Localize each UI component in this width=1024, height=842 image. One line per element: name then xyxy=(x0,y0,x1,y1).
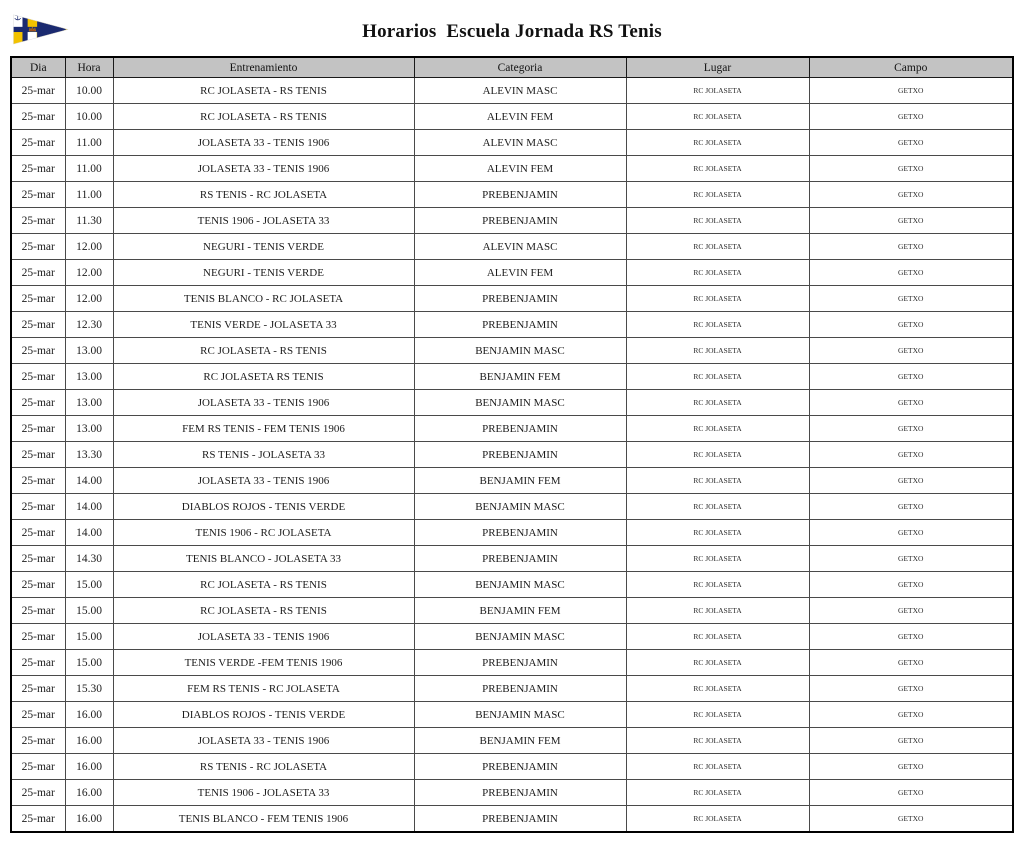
cell-hora: 13.00 xyxy=(65,338,113,364)
table-row xyxy=(11,78,1013,104)
table-row xyxy=(11,572,1013,598)
document-header xyxy=(0,0,1024,56)
cell-dia: 25-mar xyxy=(11,442,65,468)
cell-campo: GETXO xyxy=(809,286,1013,312)
cell-hora: 16.00 xyxy=(65,754,113,780)
cell-hora: 11.30 xyxy=(65,208,113,234)
cell-lugar: RC JOLASETA xyxy=(626,416,809,442)
cell-dia: 25-mar xyxy=(11,728,65,754)
table-row xyxy=(11,702,1013,728)
table-row xyxy=(11,598,1013,624)
cell-lugar: RC JOLASETA xyxy=(626,754,809,780)
cell-entrenamiento: FEM RS TENIS - RC JOLASETA xyxy=(113,676,414,702)
cell-categoria: BENJAMIN FEM xyxy=(414,364,626,390)
column-header-categoria: Categoria xyxy=(414,57,626,78)
cell-entrenamiento: TENIS VERDE - JOLASETA 33 xyxy=(113,312,414,338)
cell-hora: 12.00 xyxy=(65,260,113,286)
cell-campo: GETXO xyxy=(809,780,1013,806)
schedule-table xyxy=(10,56,1014,833)
cell-dia: 25-mar xyxy=(11,676,65,702)
cell-hora: 13.00 xyxy=(65,364,113,390)
cell-campo: GETXO xyxy=(809,104,1013,130)
cell-categoria: PREBENJAMIN xyxy=(414,442,626,468)
table-row xyxy=(11,546,1013,572)
cell-lugar: RC JOLASETA xyxy=(626,572,809,598)
cell-categoria: PREBENJAMIN xyxy=(414,312,626,338)
cell-lugar: RC JOLASETA xyxy=(626,546,809,572)
table-row xyxy=(11,650,1013,676)
cell-entrenamiento: TENIS 1906 - JOLASETA 33 xyxy=(113,780,414,806)
table-row xyxy=(11,182,1013,208)
cell-lugar: RC JOLASETA xyxy=(626,676,809,702)
cell-campo: GETXO xyxy=(809,676,1013,702)
cell-campo: GETXO xyxy=(809,728,1013,754)
cell-dia: 25-mar xyxy=(11,182,65,208)
cell-entrenamiento: JOLASETA 33 - TENIS 1906 xyxy=(113,130,414,156)
cell-campo: GETXO xyxy=(809,468,1013,494)
cell-dia: 25-mar xyxy=(11,598,65,624)
cell-entrenamiento: RC JOLASETA RS TENIS xyxy=(113,364,414,390)
cell-categoria: BENJAMIN MASC xyxy=(414,390,626,416)
cell-dia: 25-mar xyxy=(11,104,65,130)
column-header-entrenamiento: Entrenamiento xyxy=(113,57,414,78)
cell-dia: 25-mar xyxy=(11,234,65,260)
cell-entrenamiento: JOLASETA 33 - TENIS 1906 xyxy=(113,624,414,650)
table-row xyxy=(11,338,1013,364)
cell-categoria: PREBENJAMIN xyxy=(414,208,626,234)
cell-lugar: RC JOLASETA xyxy=(626,130,809,156)
schedule-body xyxy=(11,78,1013,833)
cell-campo: GETXO xyxy=(809,624,1013,650)
cell-lugar: RC JOLASETA xyxy=(626,442,809,468)
cell-entrenamiento: RC JOLASETA - RS TENIS xyxy=(113,78,414,104)
cell-categoria: BENJAMIN MASC xyxy=(414,494,626,520)
cell-dia: 25-mar xyxy=(11,702,65,728)
table-row xyxy=(11,676,1013,702)
table-row xyxy=(11,416,1013,442)
cell-entrenamiento: RS TENIS - JOLASETA 33 xyxy=(113,442,414,468)
cell-entrenamiento: TENIS BLANCO - RC JOLASETA xyxy=(113,286,414,312)
cell-campo: GETXO xyxy=(809,572,1013,598)
cell-categoria: PREBENJAMIN xyxy=(414,520,626,546)
cell-lugar: RC JOLASETA xyxy=(626,468,809,494)
cell-hora: 12.00 xyxy=(65,234,113,260)
cell-campo: GETXO xyxy=(809,234,1013,260)
table-row xyxy=(11,494,1013,520)
cell-categoria: ALEVIN MASC xyxy=(414,78,626,104)
cell-entrenamiento: JOLASETA 33 - TENIS 1906 xyxy=(113,468,414,494)
cell-hora: 13.00 xyxy=(65,416,113,442)
cell-hora: 16.00 xyxy=(65,728,113,754)
cell-campo: GETXO xyxy=(809,702,1013,728)
cell-lugar: RC JOLASETA xyxy=(626,260,809,286)
cell-dia: 25-mar xyxy=(11,130,65,156)
cell-lugar: RC JOLASETA xyxy=(626,650,809,676)
cell-categoria: ALEVIN FEM xyxy=(414,104,626,130)
column-header-campo: Campo xyxy=(809,57,1013,78)
table-row xyxy=(11,312,1013,338)
cell-campo: GETXO xyxy=(809,208,1013,234)
cell-campo: GETXO xyxy=(809,364,1013,390)
cell-lugar: RC JOLASETA xyxy=(626,702,809,728)
cell-dia: 25-mar xyxy=(11,468,65,494)
cell-campo: GETXO xyxy=(809,130,1013,156)
cell-dia: 25-mar xyxy=(11,338,65,364)
cell-categoria: BENJAMIN MASC xyxy=(414,572,626,598)
cell-hora: 16.00 xyxy=(65,806,113,833)
cell-entrenamiento: JOLASETA 33 - TENIS 1906 xyxy=(113,156,414,182)
cell-dia: 25-mar xyxy=(11,390,65,416)
cell-dia: 25-mar xyxy=(11,156,65,182)
cell-lugar: RC JOLASETA xyxy=(626,728,809,754)
column-header-lugar: Lugar xyxy=(626,57,809,78)
cell-categoria: PREBENJAMIN xyxy=(414,676,626,702)
cell-entrenamiento: NEGURI - TENIS VERDE xyxy=(113,260,414,286)
cell-lugar: RC JOLASETA xyxy=(626,182,809,208)
cell-lugar: RC JOLASETA xyxy=(626,104,809,130)
table-row xyxy=(11,442,1013,468)
cell-categoria: PREBENJAMIN xyxy=(414,754,626,780)
cell-entrenamiento: TENIS VERDE -FEM TENIS 1906 xyxy=(113,650,414,676)
table-row xyxy=(11,624,1013,650)
cell-categoria: BENJAMIN FEM xyxy=(414,728,626,754)
cell-lugar: RC JOLASETA xyxy=(626,364,809,390)
cell-hora: 11.00 xyxy=(65,130,113,156)
cell-lugar: RC JOLASETA xyxy=(626,520,809,546)
cell-hora: 10.00 xyxy=(65,104,113,130)
cell-dia: 25-mar xyxy=(11,546,65,572)
cell-hora: 14.00 xyxy=(65,520,113,546)
cell-categoria: BENJAMIN MASC xyxy=(414,702,626,728)
cell-entrenamiento: TENIS 1906 - RC JOLASETA xyxy=(113,520,414,546)
cell-campo: GETXO xyxy=(809,416,1013,442)
table-row xyxy=(11,728,1013,754)
table-row xyxy=(11,780,1013,806)
cell-lugar: RC JOLASETA xyxy=(626,624,809,650)
cell-hora: 15.00 xyxy=(65,572,113,598)
club-pennant-icon xyxy=(13,8,69,50)
table-row xyxy=(11,468,1013,494)
cell-hora: 11.00 xyxy=(65,182,113,208)
cell-entrenamiento: NEGURI - TENIS VERDE xyxy=(113,234,414,260)
cell-lugar: RC JOLASETA xyxy=(626,390,809,416)
cell-dia: 25-mar xyxy=(11,260,65,286)
cell-campo: GETXO xyxy=(809,338,1013,364)
cell-lugar: RC JOLASETA xyxy=(626,78,809,104)
cell-campo: GETXO xyxy=(809,754,1013,780)
table-row xyxy=(11,754,1013,780)
cell-campo: GETXO xyxy=(809,182,1013,208)
cell-dia: 25-mar xyxy=(11,572,65,598)
cell-categoria: ALEVIN FEM xyxy=(414,260,626,286)
cell-campo: GETXO xyxy=(809,260,1013,286)
page-title: Horarios Escuela Jornada RS Tenis xyxy=(362,21,662,42)
cell-entrenamiento: TENIS BLANCO - FEM TENIS 1906 xyxy=(113,806,414,833)
cell-categoria: PREBENJAMIN xyxy=(414,416,626,442)
cell-hora: 16.00 xyxy=(65,702,113,728)
cell-categoria: BENJAMIN MASC xyxy=(414,624,626,650)
cell-campo: GETXO xyxy=(809,78,1013,104)
cell-categoria: PREBENJAMIN xyxy=(414,806,626,833)
cell-lugar: RC JOLASETA xyxy=(626,286,809,312)
cell-dia: 25-mar xyxy=(11,754,65,780)
cell-lugar: RC JOLASETA xyxy=(626,208,809,234)
cell-campo: GETXO xyxy=(809,598,1013,624)
cell-categoria: PREBENJAMIN xyxy=(414,182,626,208)
table-row xyxy=(11,130,1013,156)
cell-campo: GETXO xyxy=(809,806,1013,833)
cell-entrenamiento: RS TENIS - RC JOLASETA xyxy=(113,182,414,208)
cell-hora: 11.00 xyxy=(65,156,113,182)
cell-dia: 25-mar xyxy=(11,364,65,390)
cell-categoria: PREBENJAMIN xyxy=(414,780,626,806)
cell-dia: 25-mar xyxy=(11,806,65,833)
cell-dia: 25-mar xyxy=(11,650,65,676)
cell-dia: 25-mar xyxy=(11,494,65,520)
cell-entrenamiento: RC JOLASETA - RS TENIS xyxy=(113,104,414,130)
cell-lugar: RC JOLASETA xyxy=(626,338,809,364)
cell-lugar: RC JOLASETA xyxy=(626,780,809,806)
cell-categoria: ALEVIN FEM xyxy=(414,156,626,182)
cell-hora: 14.00 xyxy=(65,468,113,494)
cell-hora: 12.30 xyxy=(65,312,113,338)
column-header-dia: Dia xyxy=(11,57,65,78)
table-row xyxy=(11,286,1013,312)
table-row xyxy=(11,104,1013,130)
cell-dia: 25-mar xyxy=(11,286,65,312)
cell-campo: GETXO xyxy=(809,156,1013,182)
cell-dia: 25-mar xyxy=(11,520,65,546)
cell-categoria: BENJAMIN MASC xyxy=(414,338,626,364)
cell-campo: GETXO xyxy=(809,546,1013,572)
cell-categoria: PREBENJAMIN xyxy=(414,650,626,676)
table-row xyxy=(11,208,1013,234)
column-header-hora: Hora xyxy=(65,57,113,78)
table-row xyxy=(11,390,1013,416)
cell-lugar: RC JOLASETA xyxy=(626,234,809,260)
cell-campo: GETXO xyxy=(809,494,1013,520)
cell-categoria: PREBENJAMIN xyxy=(414,286,626,312)
cell-hora: 14.30 xyxy=(65,546,113,572)
cell-lugar: RC JOLASETA xyxy=(626,598,809,624)
cell-entrenamiento: TENIS BLANCO - JOLASETA 33 xyxy=(113,546,414,572)
cell-lugar: RC JOLASETA xyxy=(626,494,809,520)
cell-dia: 25-mar xyxy=(11,78,65,104)
table-row xyxy=(11,806,1013,833)
cell-hora: 15.00 xyxy=(65,624,113,650)
table-row xyxy=(11,364,1013,390)
cell-dia: 25-mar xyxy=(11,416,65,442)
cell-entrenamiento: FEM RS TENIS - FEM TENIS 1906 xyxy=(113,416,414,442)
table-row xyxy=(11,260,1013,286)
cell-hora: 15.00 xyxy=(65,598,113,624)
cell-hora: 16.00 xyxy=(65,780,113,806)
cell-hora: 14.00 xyxy=(65,494,113,520)
cell-entrenamiento: TENIS 1906 - JOLASETA 33 xyxy=(113,208,414,234)
cell-hora: 13.30 xyxy=(65,442,113,468)
cell-campo: GETXO xyxy=(809,312,1013,338)
cell-entrenamiento: DIABLOS ROJOS - TENIS VERDE xyxy=(113,494,414,520)
table-row xyxy=(11,234,1013,260)
cell-dia: 25-mar xyxy=(11,780,65,806)
cell-entrenamiento: RC JOLASETA - RS TENIS xyxy=(113,338,414,364)
cell-categoria: PREBENJAMIN xyxy=(414,546,626,572)
cell-campo: GETXO xyxy=(809,442,1013,468)
cell-hora: 13.00 xyxy=(65,390,113,416)
cell-lugar: RC JOLASETA xyxy=(626,312,809,338)
cell-hora: 12.00 xyxy=(65,286,113,312)
cell-categoria: BENJAMIN FEM xyxy=(414,598,626,624)
table-row xyxy=(11,520,1013,546)
cell-categoria: BENJAMIN FEM xyxy=(414,468,626,494)
cell-categoria: ALEVIN MASC xyxy=(414,130,626,156)
cell-entrenamiento: DIABLOS ROJOS - TENIS VERDE xyxy=(113,702,414,728)
cell-entrenamiento: RS TENIS - RC JOLASETA xyxy=(113,754,414,780)
cell-entrenamiento: JOLASETA 33 - TENIS 1906 xyxy=(113,728,414,754)
cell-dia: 25-mar xyxy=(11,312,65,338)
cell-entrenamiento: RC JOLASETA - RS TENIS xyxy=(113,598,414,624)
cell-lugar: RC JOLASETA xyxy=(626,156,809,182)
cell-hora: 15.30 xyxy=(65,676,113,702)
cell-dia: 25-mar xyxy=(11,208,65,234)
cell-hora: 10.00 xyxy=(65,78,113,104)
cell-lugar: RC JOLASETA xyxy=(626,806,809,833)
cell-entrenamiento: JOLASETA 33 - TENIS 1906 xyxy=(113,390,414,416)
cell-campo: GETXO xyxy=(809,650,1013,676)
cell-entrenamiento: RC JOLASETA - RS TENIS xyxy=(113,572,414,598)
schedule-header-row xyxy=(11,57,1013,78)
cell-campo: GETXO xyxy=(809,390,1013,416)
cell-categoria: ALEVIN MASC xyxy=(414,234,626,260)
cell-campo: GETXO xyxy=(809,520,1013,546)
table-row xyxy=(11,156,1013,182)
cell-dia: 25-mar xyxy=(11,624,65,650)
cell-hora: 15.00 xyxy=(65,650,113,676)
